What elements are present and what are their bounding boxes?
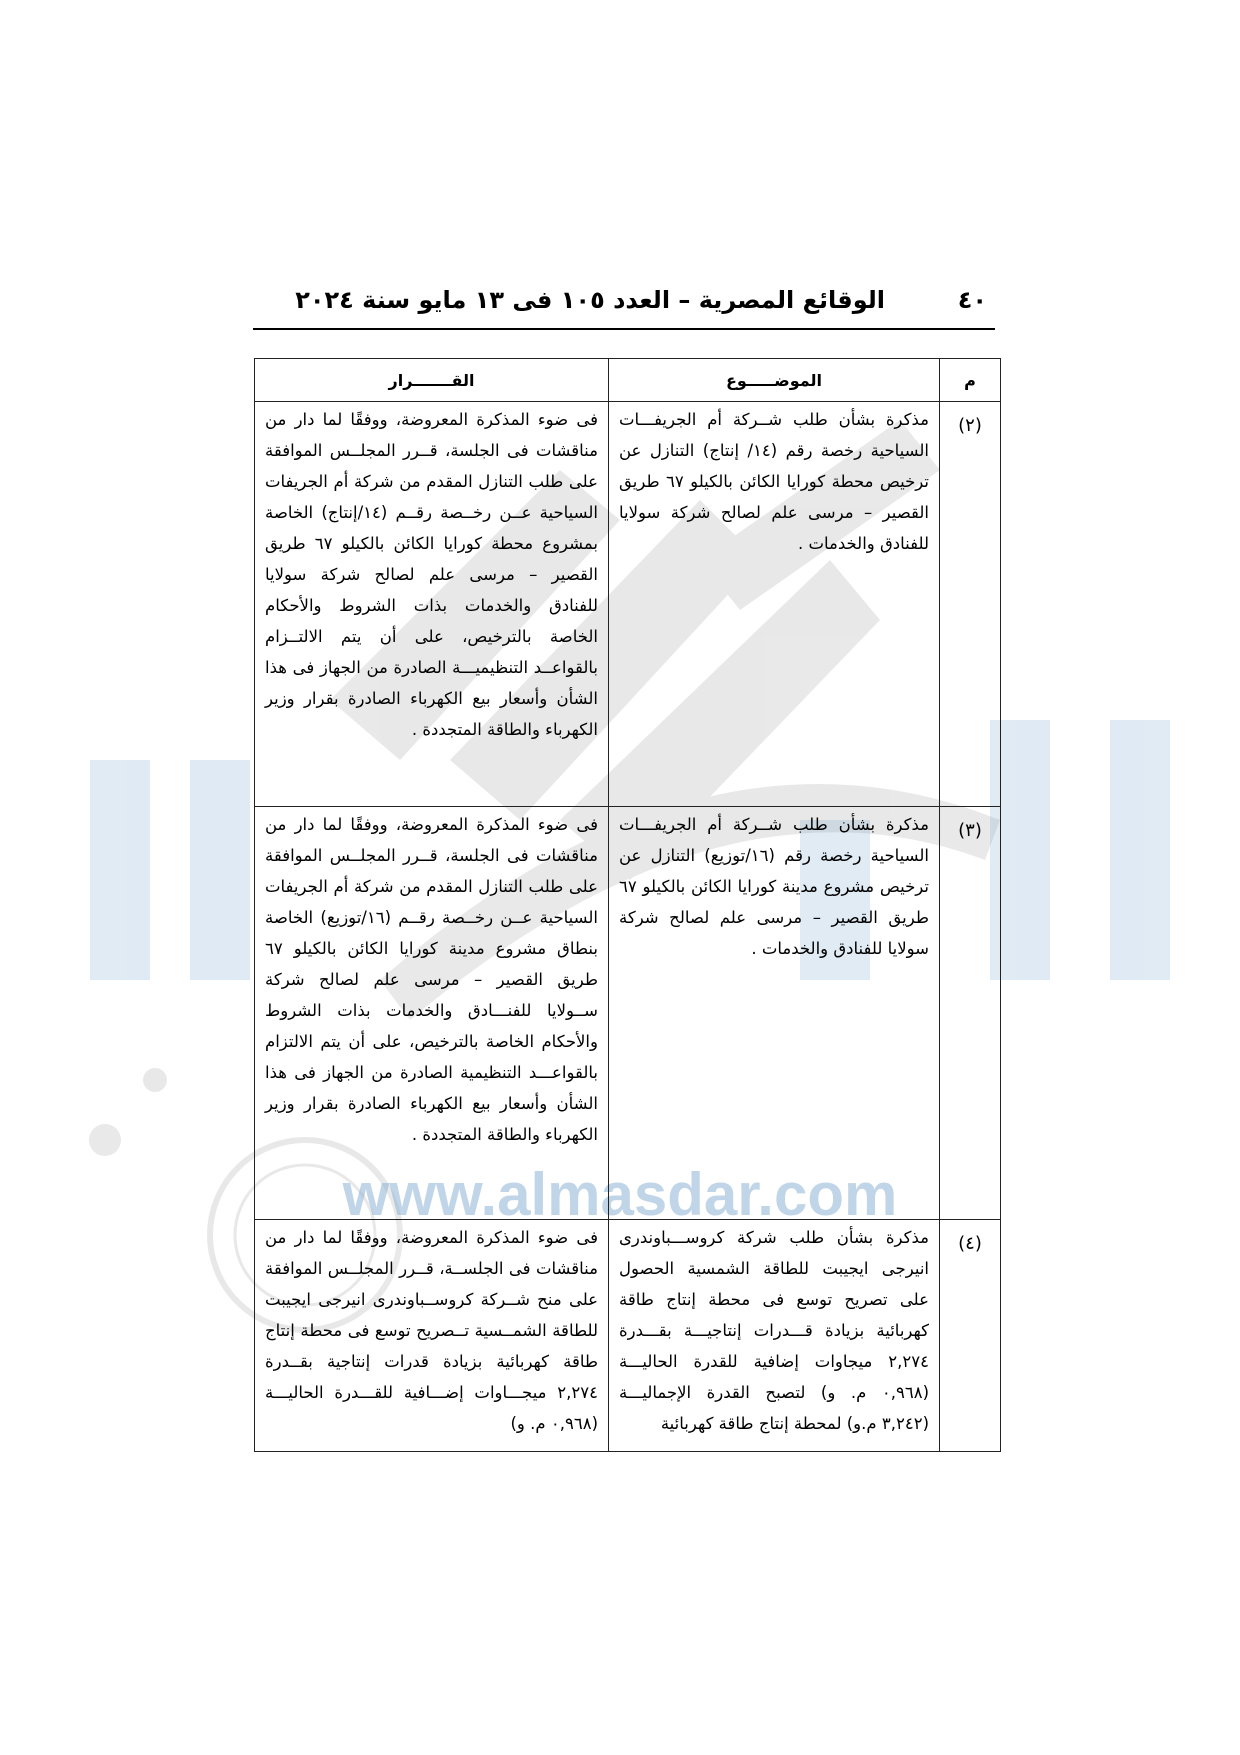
row-subject: [609, 402, 940, 807]
watermark-url: www.almasdar.com: [342, 1161, 898, 1228]
row-subject: [609, 1220, 940, 1452]
row-decision: [255, 807, 609, 1220]
table-row: [255, 1220, 1001, 1452]
decision-text: فى ضوء المذكرة المعروضة، ووفقًا لما دار من مناقشات فى الجلسة، قــرر المجلــس الموافقة على طلب التنازل المقدم من شركة أم الجريفات السياحية عــن رخــصة رقــم (١٤/إنتاج) الخاصة بمشروع محطة كورايا الكائن بالكيلو ٦٧ طريق القصير – مرسى علم لصالح شركة سولايا للفنادق والخدمات بذات الشروط والأحكام الخاصة بالترخيص، على أن يتم الالتــزام بالقواعــد التنظيميـــة الصادرة من الجهاز فى هذا الشأن وأسعار بيع الكهرباء الصادرة بقرار وزير الكهرباء والطاقة المتجددة .: [265, 410, 598, 739]
table-header-row: [255, 359, 1001, 402]
header-decision: القـــــــرار: [255, 359, 609, 402]
row-number: (٣): [940, 807, 1001, 1220]
row-number: (٤): [940, 1220, 1001, 1452]
decision-text: فى ضوء المذكرة المعروضة، ووفقًا لما دار من مناقشات فى الجلسة، قــرر المجلــس الموافقة على طلب التنازل المقدم من شركة أم الجريفات السياحية عــن رخــصة رقــم (١٦/توزيع) الخاصة بنطاق مشروع مدينة كورايا الكائن بالكيلو ٦٧ طريق القصير – مرسى علم لصالح شركة ســولايا للفنـــادق والخدمات بذات الشروط والأحكام الخاصة بالترخيص، على أن يتم الالتزام بالقواعـــد التنظيمية الصادرة من الجهاز فى هذا الشأن وأسعار بيع الكهرباء الصادرة بقرار وزير الكهرباء والطاقة المتجددة .: [265, 815, 598, 1144]
subject-text: مذكرة بشأن طلب شــركة أم الجريفـــات السياحية رخصة رقم (١٤/ إنتاج) التنازل عن ترخيص محطة كورايا الكائن بالكيلو ٦٧ طريق القصير – مرسى علم لصالح شركة سولايا للفنادق والخدمات .: [619, 410, 929, 553]
decisions-table: [254, 358, 1001, 1452]
gazette-title: الوقائع المصرية – العدد ١٠٥ فى ١٣ مايو سنة ٢٠٢٤: [295, 286, 885, 314]
page-header: [253, 284, 995, 330]
row-decision: [255, 1220, 609, 1452]
row-number: (٢): [940, 402, 1001, 807]
table-row: [255, 402, 1001, 807]
table-row: [255, 807, 1001, 1220]
row-subject: [609, 807, 940, 1220]
header-subject: الموضـــــوع: [609, 359, 940, 402]
decision-text: فى ضوء المذكرة المعروضة، ووفقًا لما دار من مناقشات فى الجلســة، قــرر المجلــس الموافقة على منح شــركة كروســباوندرى انيرجى ايجيبت للطاقة الشمــسية تــصريح توسع فى محطة إنتاج طاقة كهربائية بزيادة قدرات إنتاجية بقــدرة ٢,٢٧٤ ميجـــاوات إضـــافية للقـــدرة الحاليـــة (٠,٩٦٨ م. و): [265, 1228, 598, 1433]
subject-text: مذكرة بشأن طلب شركة كروســـباوندرى انيرجى ايجيبت للطاقة الشمسية الحصول على تصريح توسع فى محطة إنتاج طاقة كهربائية بزيادة قـــدرات إنتاجيـــة بقـــدرة ٢,٢٧٤ ميجاوات إضافية للقدرة الحاليـــة (٠,٩٦٨ م. و) لتصبح القدرة الإجماليـــة (٣,٢٤٢ م.و) لمحطة إنتاج طاقة كهربائية: [619, 1228, 929, 1433]
header-num: م: [940, 359, 1001, 402]
subject-text: مذكرة بشأن طلب شــركة أم الجريفـــات السياحية رخصة رقم (١٦/توزيع) التنازل عن ترخيص مشروع مدينة كورايا الكائن بالكيلو ٦٧ طريق القصير – مرسى علم لصالح شركة سولايا للفنادق والخدمات .: [619, 815, 929, 958]
page-number: ٤٠: [957, 286, 987, 314]
row-decision: [255, 402, 609, 807]
